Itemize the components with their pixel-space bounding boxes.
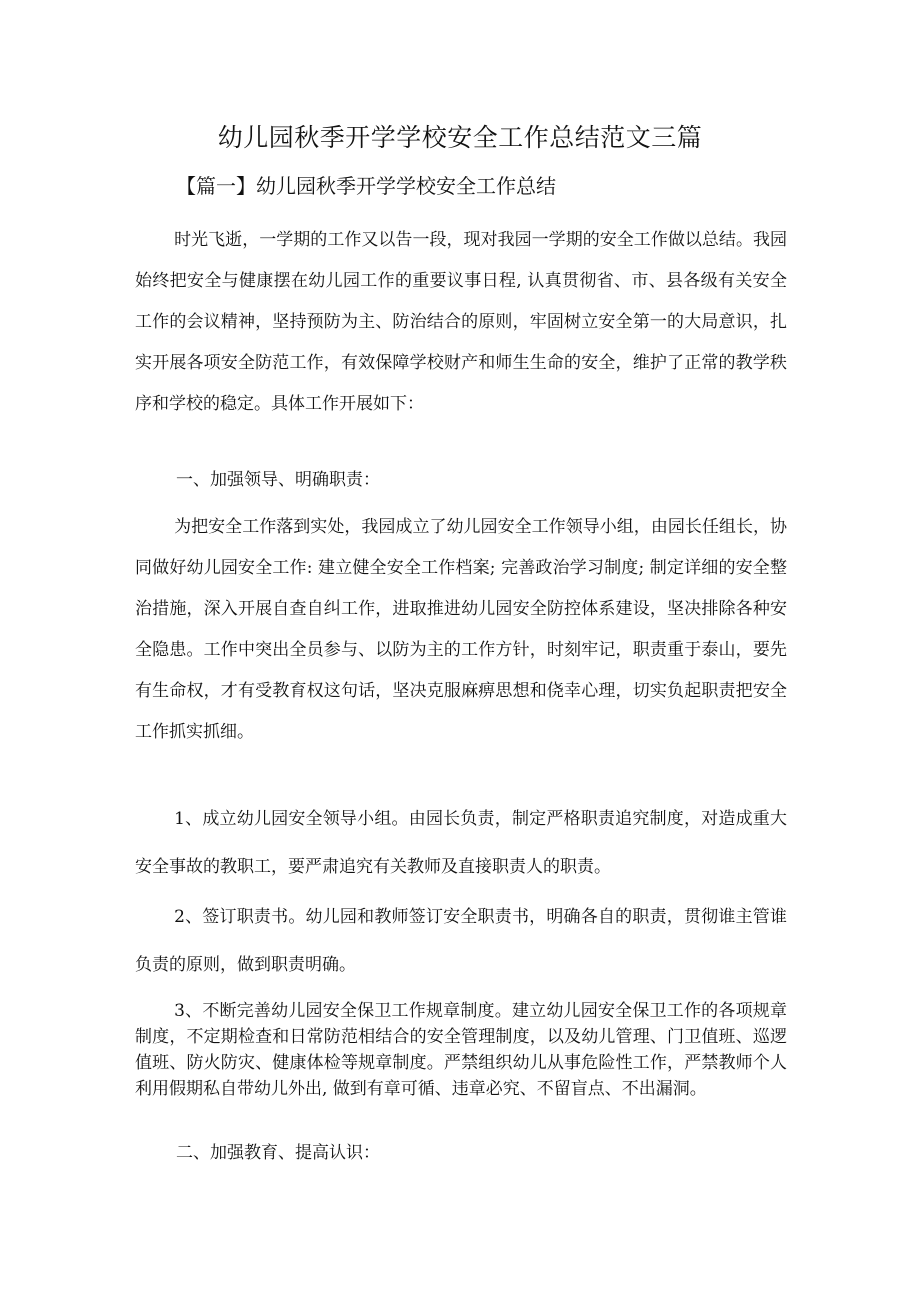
list-item-3: 3、不断完善幼儿园安全保卫工作规章制度。建立幼儿园安全保卫工作的各项规章制度，不定期检查和日常防范相结合的安全管理制度，以及幼儿管理、门卫值班、巡逻值班、防火防灾、健康体检等规章制度。严禁组织幼儿从事危险性工作，严禁教师个人利用假期私自带幼儿外出, 做到有章可循、违章必究、不留盲点、不出漏洞。 [135,1001,787,1099]
document-title: 幼儿园秋季开学学校安全工作总结范文三篇 [217,123,703,152]
section-heading: 【篇一】幼儿园秋季开学学校安全工作总结 [176,174,556,198]
paragraph-one: 为把安全工作落到实处，我园成立了幼儿园安全工作领导小组，由园长任组长，协同做好幼儿园安全工作: 建立健全安全工作档案; 完善政治学习制度; 制定详细的安全整治措施，深入开展自查自纠工作，进取推进幼儿园安全防控体系建设，坚决排除各种安全隐患。工作中突出全员参与、以防为主的工作方针，时刻牢记，职责重于泰山，要先有生命权，才有受教育权这句话，坚决克服麻痹思想和侥幸心理，切实负起职责把安全工作抓实抓细。 [135,517,787,742]
list-item-2: 2、签订职责书。幼儿园和教师签订安全职责书，明确各自的职责，贯彻谁主管谁负责的原则，做到职责明确。 [135,907,787,975]
heading-one: 一、加强领导、明确职责： [176,470,380,490]
list-item-1: 1、成立幼儿园安全领导小组。由园长负责，制定严格职责追究制度，对造成重大安全事故的教职工，要严肃追究有关教师及直接职责人的职责。 [135,809,787,877]
heading-two: 二、加强教育、提高认识： [176,1143,380,1163]
intro-paragraph: 时光飞逝，一学期的工作又以告一段，现对我园一学期的安全工作做以总结。我园始终把安全与健康摆在幼儿园工作的重要议事日程, 认真贯彻省、市、县各级有关安全工作的会议精神，坚持预防为主、防治结合的原则，牢固树立安全第一的大局意识，扎实开展各项安全防范工作，有效保障学校财产和师生生命的安全，维护了正常的教学秩序和学校的稳定。具体工作开展如下： [135,230,787,414]
